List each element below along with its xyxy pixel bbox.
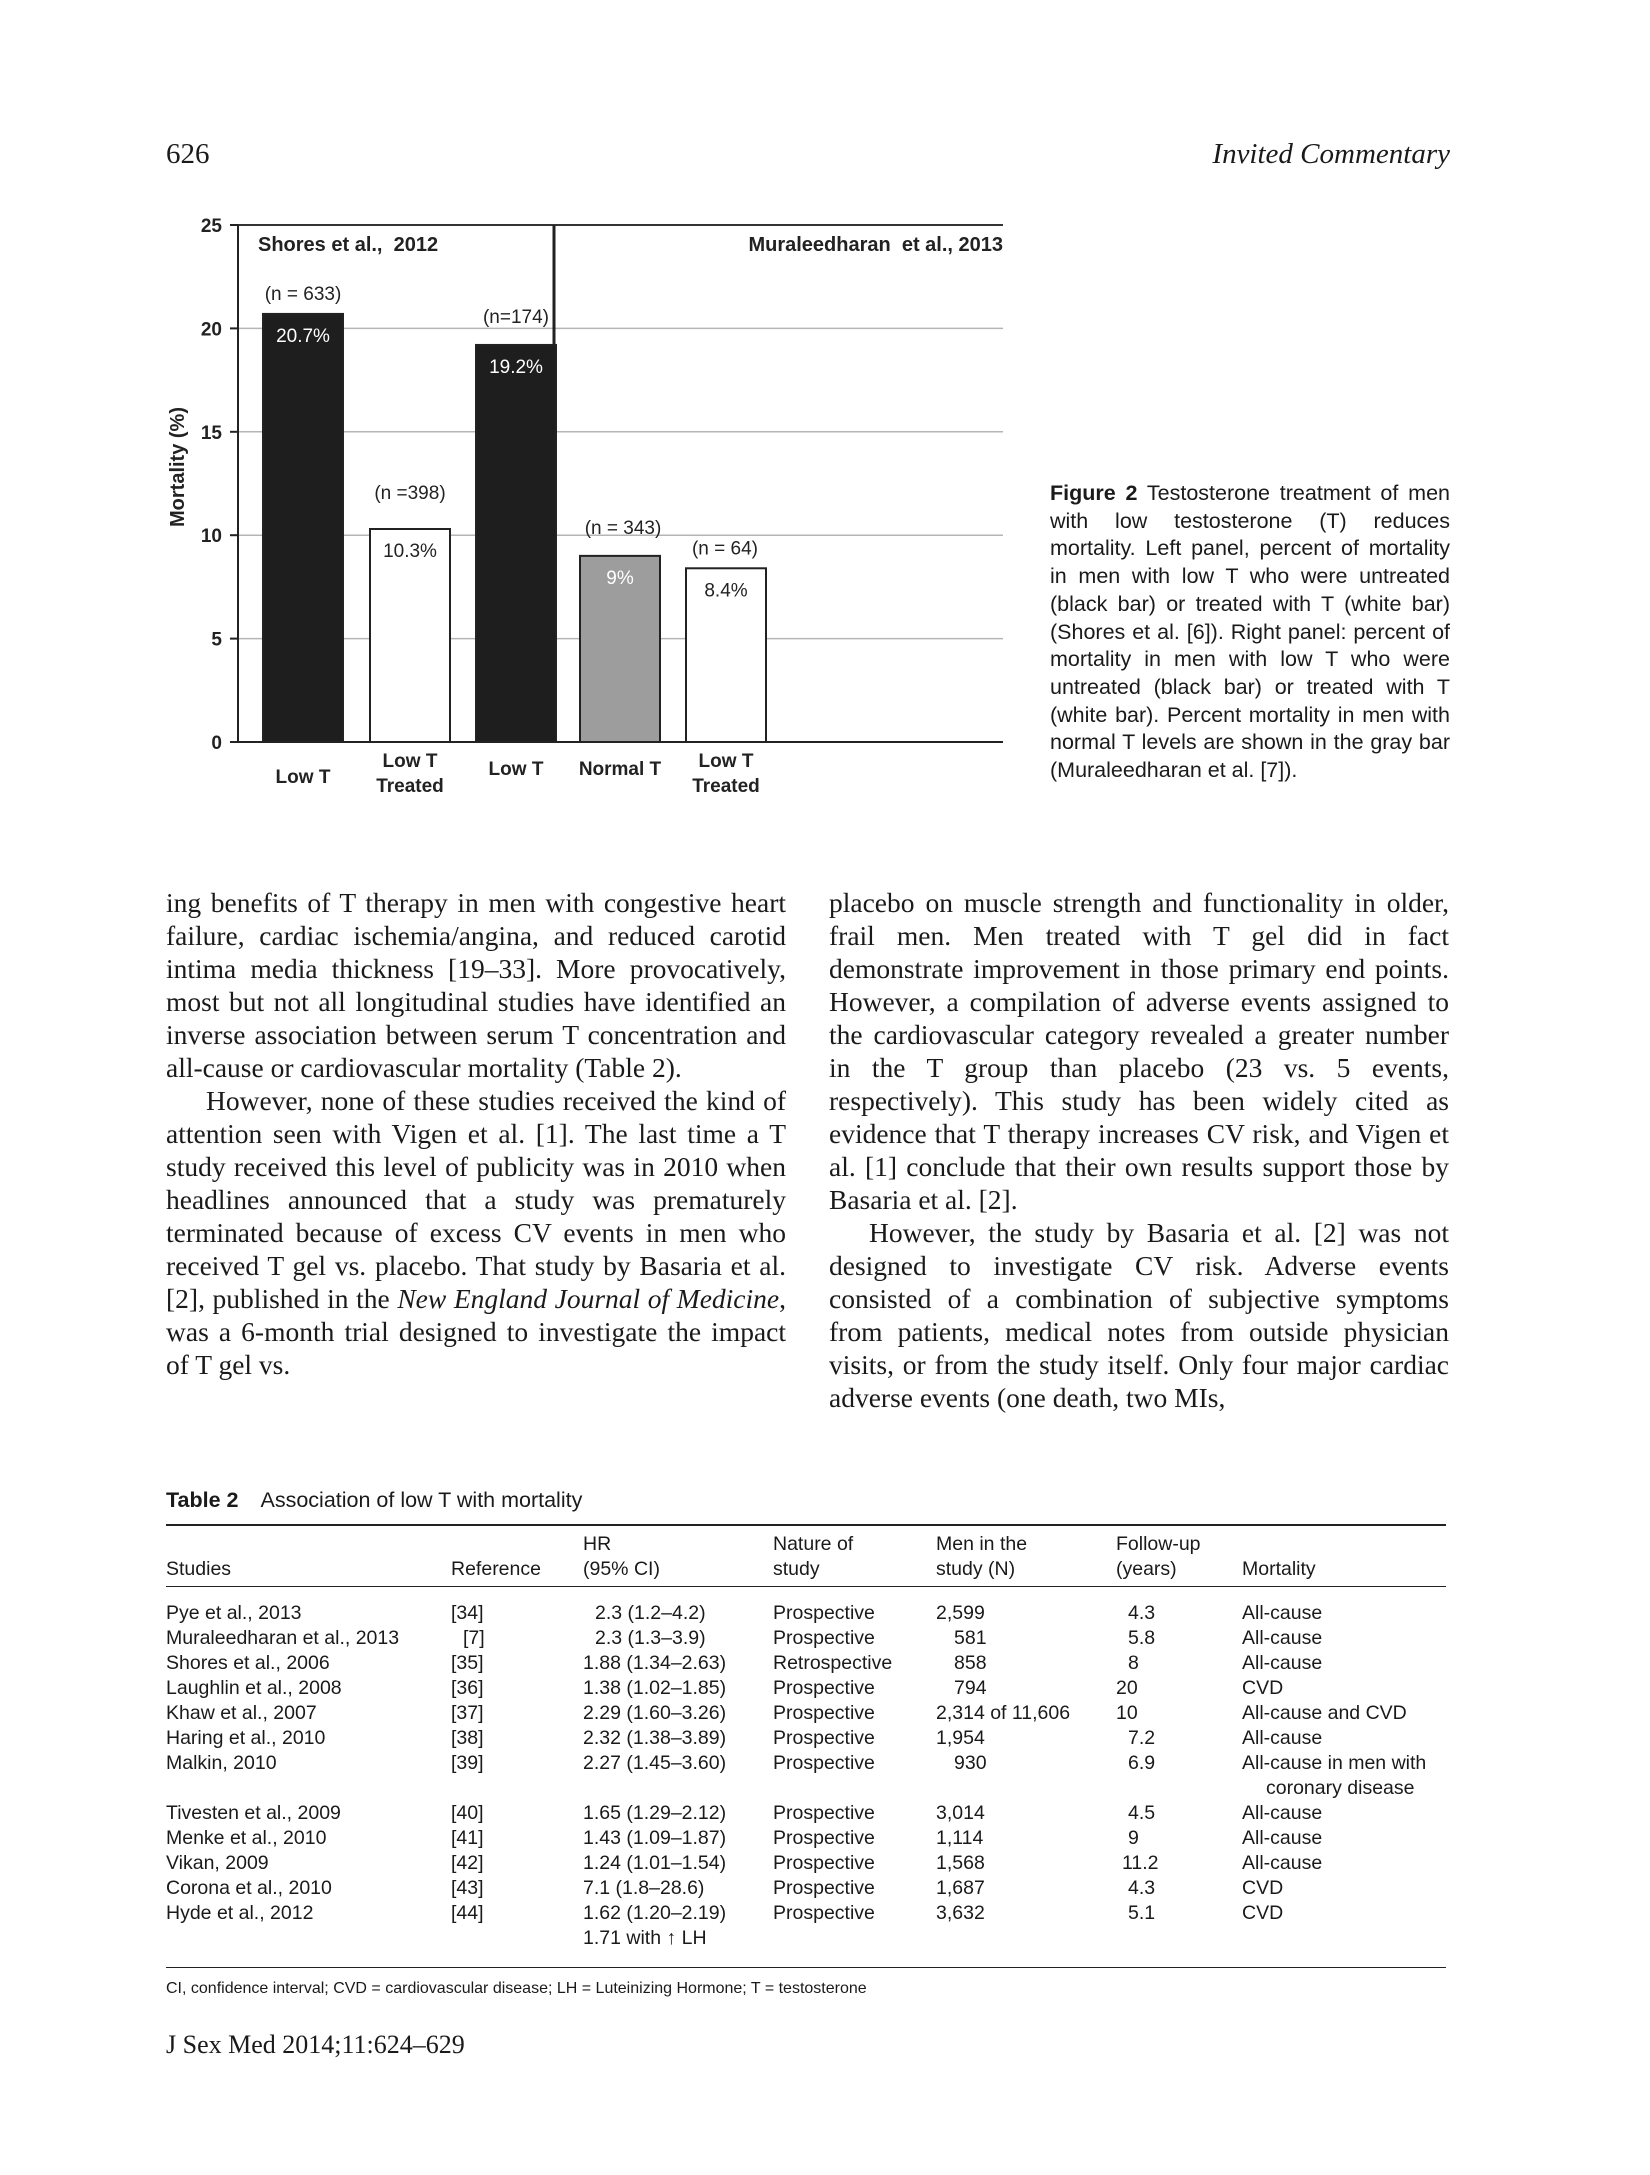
cell-study: Malkin, 2010 <box>166 1752 277 1774</box>
cell-followup: 6.9 <box>1128 1752 1156 1774</box>
body-text: However, none of these studies received the kind of attention seen with Vigen et al. [1]. The last time a T study received this level of publicity was in 2010 when headlines announced that a study was prematurely terminated because of excess CV events in men who received T gel vs. placebo. That study by Basaria et al. [2], published in the <box>166 1085 786 1314</box>
cell-mortality: All-cause <box>1242 1627 1323 1649</box>
cell-nature: Prospective <box>773 1852 875 1874</box>
cell-followup: 4.3 <box>1128 1877 1156 1899</box>
panel-title-left: Shores et al., 2012 <box>258 234 439 256</box>
cell-study: Khaw et al., 2007 <box>166 1702 317 1724</box>
cell-followup: 4.3 <box>1128 1602 1156 1624</box>
mortality-table <box>166 1524 1446 1968</box>
table-row <box>166 1876 1446 1901</box>
table-caption <box>166 1488 1446 1513</box>
table-footnote: CI, confidence interval; CVD = cardiovascular disease; LH = Luteinizing Hormone; T = testosterone <box>166 1980 867 1997</box>
bar-n-label: (n = 64) <box>691 538 759 560</box>
bar-n-label: (n = 343) <box>584 517 662 539</box>
cell-nature: Prospective <box>773 1877 875 1899</box>
body-text: , was a 6-month trial designed to investigate the impact of T gel vs. <box>166 1283 786 1380</box>
x-category-label: Normal T <box>578 759 662 780</box>
figure-caption-label: Figure 2 <box>1050 481 1138 505</box>
cell-mortality: All-cause <box>1242 1652 1323 1674</box>
cell-study: Shores et al., 2006 <box>166 1652 330 1674</box>
cell-men: 930 <box>954 1752 987 1774</box>
y-tick-label: 15 <box>200 422 222 444</box>
cell-study: Muraleedharan et al., 2013 <box>166 1627 400 1649</box>
cell-reference: [36] <box>451 1677 484 1699</box>
cell-followup: 20 <box>1116 1677 1138 1699</box>
header-mortality: Mortality <box>1242 1558 1316 1580</box>
cell-men: 581 <box>954 1627 987 1649</box>
cell-reference: [34] <box>451 1602 484 1624</box>
cell-men: 2,599 <box>936 1602 985 1624</box>
cell-followup: 4.5 <box>1128 1802 1156 1824</box>
body-column-right <box>829 886 1449 1414</box>
cell-men: 1,687 <box>936 1877 985 1899</box>
cell-men: 3,014 <box>936 1802 985 1824</box>
cell-men: 1,568 <box>936 1852 985 1874</box>
chart-bars <box>263 314 766 742</box>
x-category-label: Treated <box>692 776 760 797</box>
cell-reference: [41] <box>451 1827 484 1849</box>
header-hr: HR (95% CI) <box>583 1533 660 1580</box>
cell-reference: [7] <box>463 1627 485 1649</box>
bar-value-label: 8.4% <box>704 580 748 602</box>
cell-reference: [42] <box>451 1852 484 1874</box>
cell-nature: Prospective <box>773 1677 875 1699</box>
figure-caption-text: Testosterone treatment of men with low testosterone (T) reduces mortality. Left panel, percent of mortality in men with low T who were untreated (black bar) or treated with T (white bar) (Shores et al. [6]). Right panel: percent of mortality in men with low T who were untreated (black bar) or treated with T (white bar). Percent mortality in men with normal T levels are shown in the gray bar (Muraleedharan et al. [7]). <box>1050 481 1450 783</box>
y-tick-label: 10 <box>200 526 222 548</box>
header-followup: Follow-up (years) <box>1116 1533 1201 1580</box>
cell-hr: 2.29 (1.60–3.26) <box>583 1702 727 1724</box>
cell-reference: [37] <box>451 1702 484 1724</box>
cell-mortality: All-cause <box>1242 1727 1323 1749</box>
table-row <box>166 1751 1446 1801</box>
cell-nature: Prospective <box>773 1827 875 1849</box>
mortality-bar-chart <box>150 205 1030 845</box>
cell-reference: [43] <box>451 1877 484 1899</box>
cell-reference: [39] <box>451 1752 484 1774</box>
cell-men: 794 <box>954 1677 987 1699</box>
table-2 <box>166 1488 1446 1998</box>
cell-followup: 11.2 <box>1122 1852 1159 1874</box>
cell-mortality: All-cause in men with coronary disease <box>1242 1752 1427 1799</box>
cell-nature: Prospective <box>773 1802 875 1824</box>
y-axis-label: Mortality (%) <box>167 407 189 527</box>
cell-study: Menke et al., 2010 <box>166 1827 327 1849</box>
table-row <box>166 1826 1446 1851</box>
cell-study: Hyde et al., 2012 <box>166 1902 314 1924</box>
header-men: Men in the study (N) <box>936 1533 1028 1580</box>
table-row <box>166 1651 1446 1676</box>
cell-hr: 2.32 (1.38–3.89) <box>583 1727 727 1749</box>
cell-mortality: CVD <box>1242 1877 1284 1899</box>
x-category-label: Low T <box>698 751 754 772</box>
cell-study: Pye et al., 2013 <box>166 1602 302 1624</box>
cell-followup: 7.2 <box>1128 1727 1156 1749</box>
cell-followup: 8 <box>1128 1652 1139 1674</box>
cell-hr: 7.1 (1.8–28.6) <box>583 1877 705 1899</box>
table-row <box>166 1626 1446 1651</box>
cell-hr: 1.88 (1.34–2.63) <box>583 1652 727 1674</box>
body-paragraph <box>166 1084 786 1381</box>
y-tick-label: 0 <box>211 733 222 754</box>
body-paragraph: ing benefits of T therapy in men with congestive heart failure, cardiac ischemia/angina, and reduced carotid intima media thickness [19–33]. More provocatively, most but not all longitudinal studies have identified an inverse association between serum T concentration and all-cause or cardiovascular mortality (Table 2). <box>166 887 786 1083</box>
bar-value-label: 20.7% <box>276 325 330 347</box>
cell-nature: Retrospective <box>773 1652 893 1674</box>
table-row <box>166 1851 1446 1876</box>
cell-study: Vikan, 2009 <box>166 1852 269 1874</box>
header-studies: Studies <box>166 1558 232 1580</box>
cell-study: Corona et al., 2010 <box>166 1877 332 1899</box>
table-label: Table 2 <box>166 1488 239 1512</box>
x-category-label: Low T <box>275 767 331 788</box>
y-tick-label: 5 <box>211 629 222 651</box>
cell-mortality: All-cause <box>1242 1802 1323 1824</box>
table-row <box>166 1726 1446 1751</box>
x-category-label: Low T <box>488 759 544 780</box>
cell-hr: 1.38 (1.02–1.85) <box>583 1677 727 1699</box>
page-number: 626 <box>166 138 210 170</box>
cell-mortality: CVD <box>1242 1902 1284 1924</box>
cell-hr: 1.24 (1.01–1.54) <box>583 1852 727 1874</box>
cell-nature: Prospective <box>773 1702 875 1724</box>
journal-footer: J Sex Med 2014;11:624–629 <box>166 2030 465 2059</box>
journal-name: New England Journal of Medicine <box>397 1283 780 1314</box>
cell-followup: 5.8 <box>1128 1627 1156 1649</box>
cell-study: Haring et al., 2010 <box>166 1727 326 1749</box>
cell-hr: 1.43 (1.09–1.87) <box>583 1827 727 1849</box>
cell-hr: 2.3 (1.3–3.9) <box>595 1627 706 1649</box>
bar-n-label: (n =398) <box>374 482 446 504</box>
body-paragraph: However, the study by Basaria et al. [2] was not designed to investigate CV risk. Adverse events consisted of a combination of subjective symptoms from patients, medical notes from outside physician visits, or from the study itself. Only four major cardiac adverse events (one death, two MIs, <box>829 1217 1449 1413</box>
bar-n-label: (n = 633) <box>264 283 342 305</box>
cell-followup: 10 <box>1116 1702 1138 1724</box>
cell-nature: Prospective <box>773 1752 875 1774</box>
cell-followup: 9 <box>1128 1827 1139 1849</box>
cell-mortality: All-cause <box>1242 1827 1323 1849</box>
cell-hr: 1.65 (1.29–2.12) <box>583 1802 727 1824</box>
x-category-label: Low T <box>382 751 438 772</box>
cell-reference: [38] <box>451 1727 484 1749</box>
cell-nature: Prospective <box>773 1602 875 1624</box>
cell-hr: 1.62 (1.20–2.19) 1.71 with ↑ LH <box>583 1902 727 1949</box>
cell-mortality: All-cause and CVD <box>1242 1702 1407 1724</box>
cell-study: Tivesten et al., 2009 <box>166 1802 341 1824</box>
bar-value-label: 19.2% <box>489 356 543 378</box>
body-paragraph: placebo on muscle strength and functionality in older, frail men. Men treated with T gel did in fact demonstrate improvement in those primary end points. However, a compilation of adverse events assigned to the cardiovascular category revealed a greater number in the T group than placebo (23 vs. 5 events, respectively). This study has been widely cited as evidence that T therapy increases CV risk, and Vigen et al. [1] conclude that their own results support those by Basaria et al. [2]. <box>829 887 1449 1215</box>
figure-caption <box>1050 480 1450 785</box>
table-row <box>166 1701 1446 1726</box>
table-row <box>166 1801 1446 1826</box>
running-head: Invited Commentary <box>1212 138 1450 170</box>
table-body <box>166 1587 1446 1968</box>
cell-nature: Prospective <box>773 1627 875 1649</box>
bar-n-label: (n=174) <box>482 306 550 328</box>
bar <box>476 345 556 742</box>
table-row <box>166 1901 1446 1968</box>
cell-men: 3,632 <box>936 1902 985 1924</box>
body-column-left <box>166 886 786 1381</box>
cell-nature: Prospective <box>773 1902 875 1924</box>
cell-reference: [35] <box>451 1652 484 1674</box>
table-header-row <box>166 1525 1446 1587</box>
cell-reference: [40] <box>451 1802 484 1824</box>
cell-study: Laughlin et al., 2008 <box>166 1677 342 1699</box>
x-category-label: Treated <box>376 776 444 797</box>
table-title: Association of low T with mortality <box>260 1488 583 1512</box>
bar-value-label: 10.3% <box>383 540 437 562</box>
cell-hr: 2.3 (1.2–4.2) <box>595 1602 706 1624</box>
cell-followup: 5.1 <box>1128 1902 1156 1924</box>
y-tick-label: 20 <box>200 319 222 341</box>
cell-reference: [44] <box>451 1902 484 1924</box>
bar <box>263 314 343 742</box>
cell-nature: Prospective <box>773 1727 875 1749</box>
cell-mortality: CVD <box>1242 1677 1284 1699</box>
header-nature: Nature of study <box>773 1533 854 1580</box>
cell-men: 1,114 <box>936 1827 984 1849</box>
cell-men: 1,954 <box>936 1727 985 1749</box>
table-row <box>166 1676 1446 1701</box>
panel-title-right: Muraleedharan et al., 2013 <box>748 234 1003 256</box>
bar-value-label: 9% <box>606 567 634 589</box>
cell-men: 858 <box>954 1652 987 1674</box>
cell-men: 2,314 of 11,606 <box>936 1702 1071 1724</box>
table-row <box>166 1587 1446 1627</box>
cell-hr: 2.27 (1.45–3.60) <box>583 1752 727 1774</box>
header-reference: Reference <box>451 1558 541 1580</box>
cell-mortality: All-cause <box>1242 1602 1323 1624</box>
y-tick-label: 25 <box>200 216 222 237</box>
cell-mortality: All-cause <box>1242 1852 1323 1874</box>
